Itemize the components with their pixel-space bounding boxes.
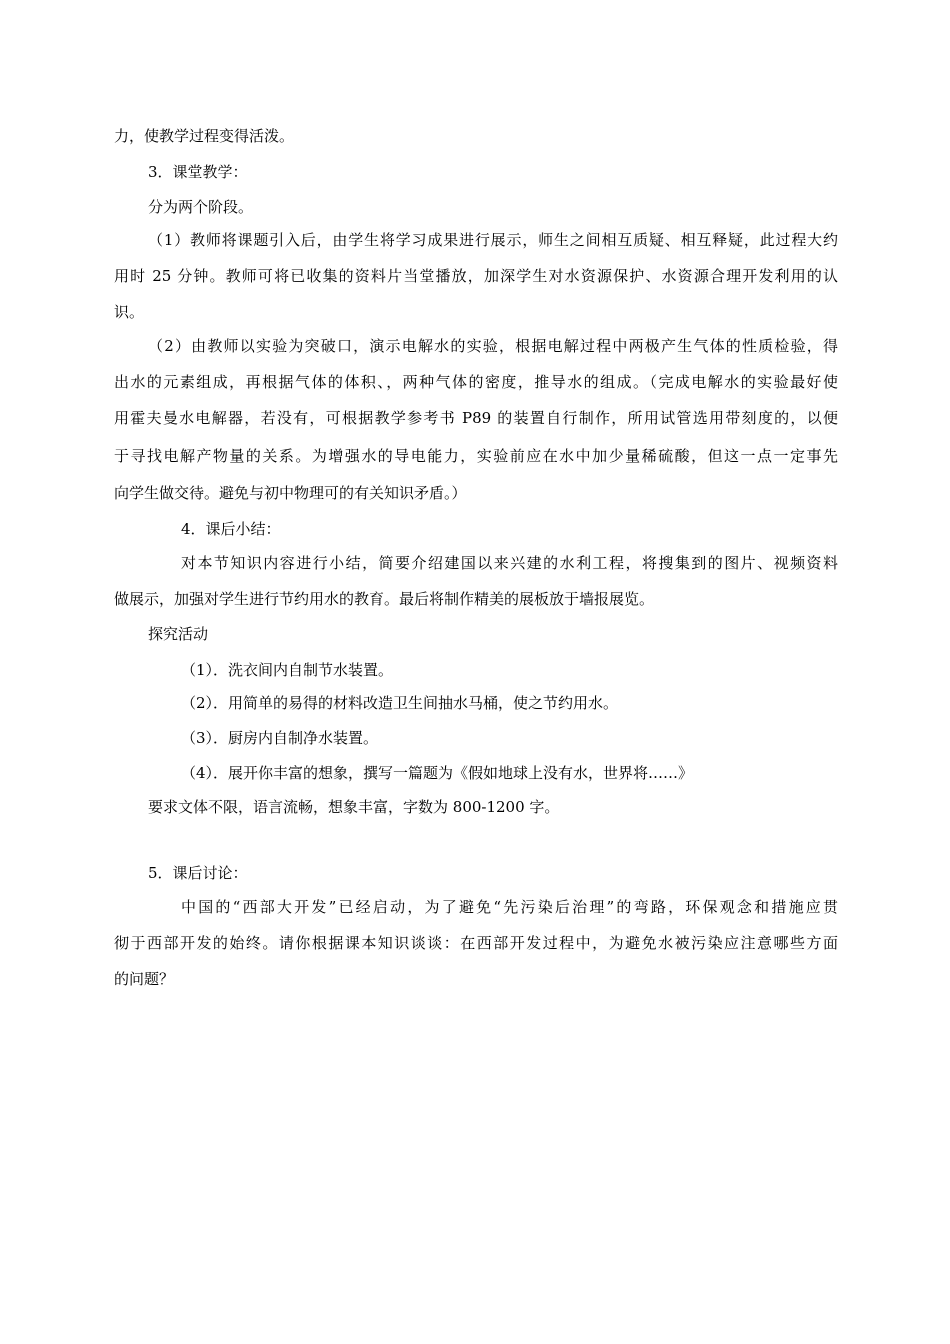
list-item: （2）．用简单的易得的材料改造卫生间抽水马桶，使之节约用水。 [181,694,619,712]
text-line: 要求文体不限，语言流畅，想象丰富，字数为 800-1200 字。 [148,798,560,816]
text-line: 对本节知识内容进行小结，简要介绍建国以来兴建的水利工程，将搜集到的图片、视频资料 [181,554,838,572]
text-line: （2）由教师以实验为突破口，演示电解水的实验，根据电解过程中两极产生气体的性质检验，得 [148,337,838,355]
text-line: 用时 25 分钟。教师可将已收集的资料片当堂播放，加深学生对水资源保护、水资源合理开发利用的认 [114,267,838,285]
text-line: 力，使教学过程变得活泼。 [114,127,295,145]
section-heading-classroom-teaching: 3．课堂教学： [148,163,248,181]
text-line: 彻于西部开发的始终。请你根据课本知识谈谈：在西部开发过程中，为避免水被污染应注意哪些方面 [114,934,838,952]
text-line: 做展示，加强对学生进行节约用水的教育。最后将制作精美的展板放于墙报展览。 [114,590,655,608]
list-item: （3）．厨房内自制净水装置。 [181,729,379,747]
text-line: 中国的“西部大开发”已经启动，为了避免“先污染后治理”的弯路，环保观念和措施应贯 [181,898,838,916]
list-item: （4）．展开你丰富的想象，撰写一篇题为《假如地球上没有水，世界将……》 [181,764,694,782]
text-line: 出水的元素组成，再根据气体的体积、，两种气体的密度，推导水的组成。（完成电解水的实验最好使 [114,373,838,391]
section-heading-discussion: 5．课后讨论： [148,864,248,882]
text-line: 识。 [114,303,145,321]
text-line: 用霍夫曼水电解器，若没有，可根据教学参考书 P89 的装置自行制作，所用试管选用带刻度的，以便 [114,409,838,427]
text-line: 向学生做交待。避免与初中物理可的有关知识矛盾。） [114,484,467,502]
list-item: （1）．洗衣间内自制节水装置。 [181,661,394,679]
section-heading-summary: 4．课后小结： [181,520,281,538]
text-line: 的问题？ [114,970,175,988]
text-line: 于寻找电解产物量的关系。为增强水的导电能力，实验前应在水中加少量稀硫酸，但这一点一定事先 [114,447,838,465]
text-line: （1）教师将课题引入后，由学生将学习成果进行展示，师生之间相互质疑、相互释疑，此过程大约 [148,231,838,249]
text-line: 分为两个阶段。 [148,198,254,216]
section-heading-inquiry-activities: 探究活动 [148,625,209,643]
